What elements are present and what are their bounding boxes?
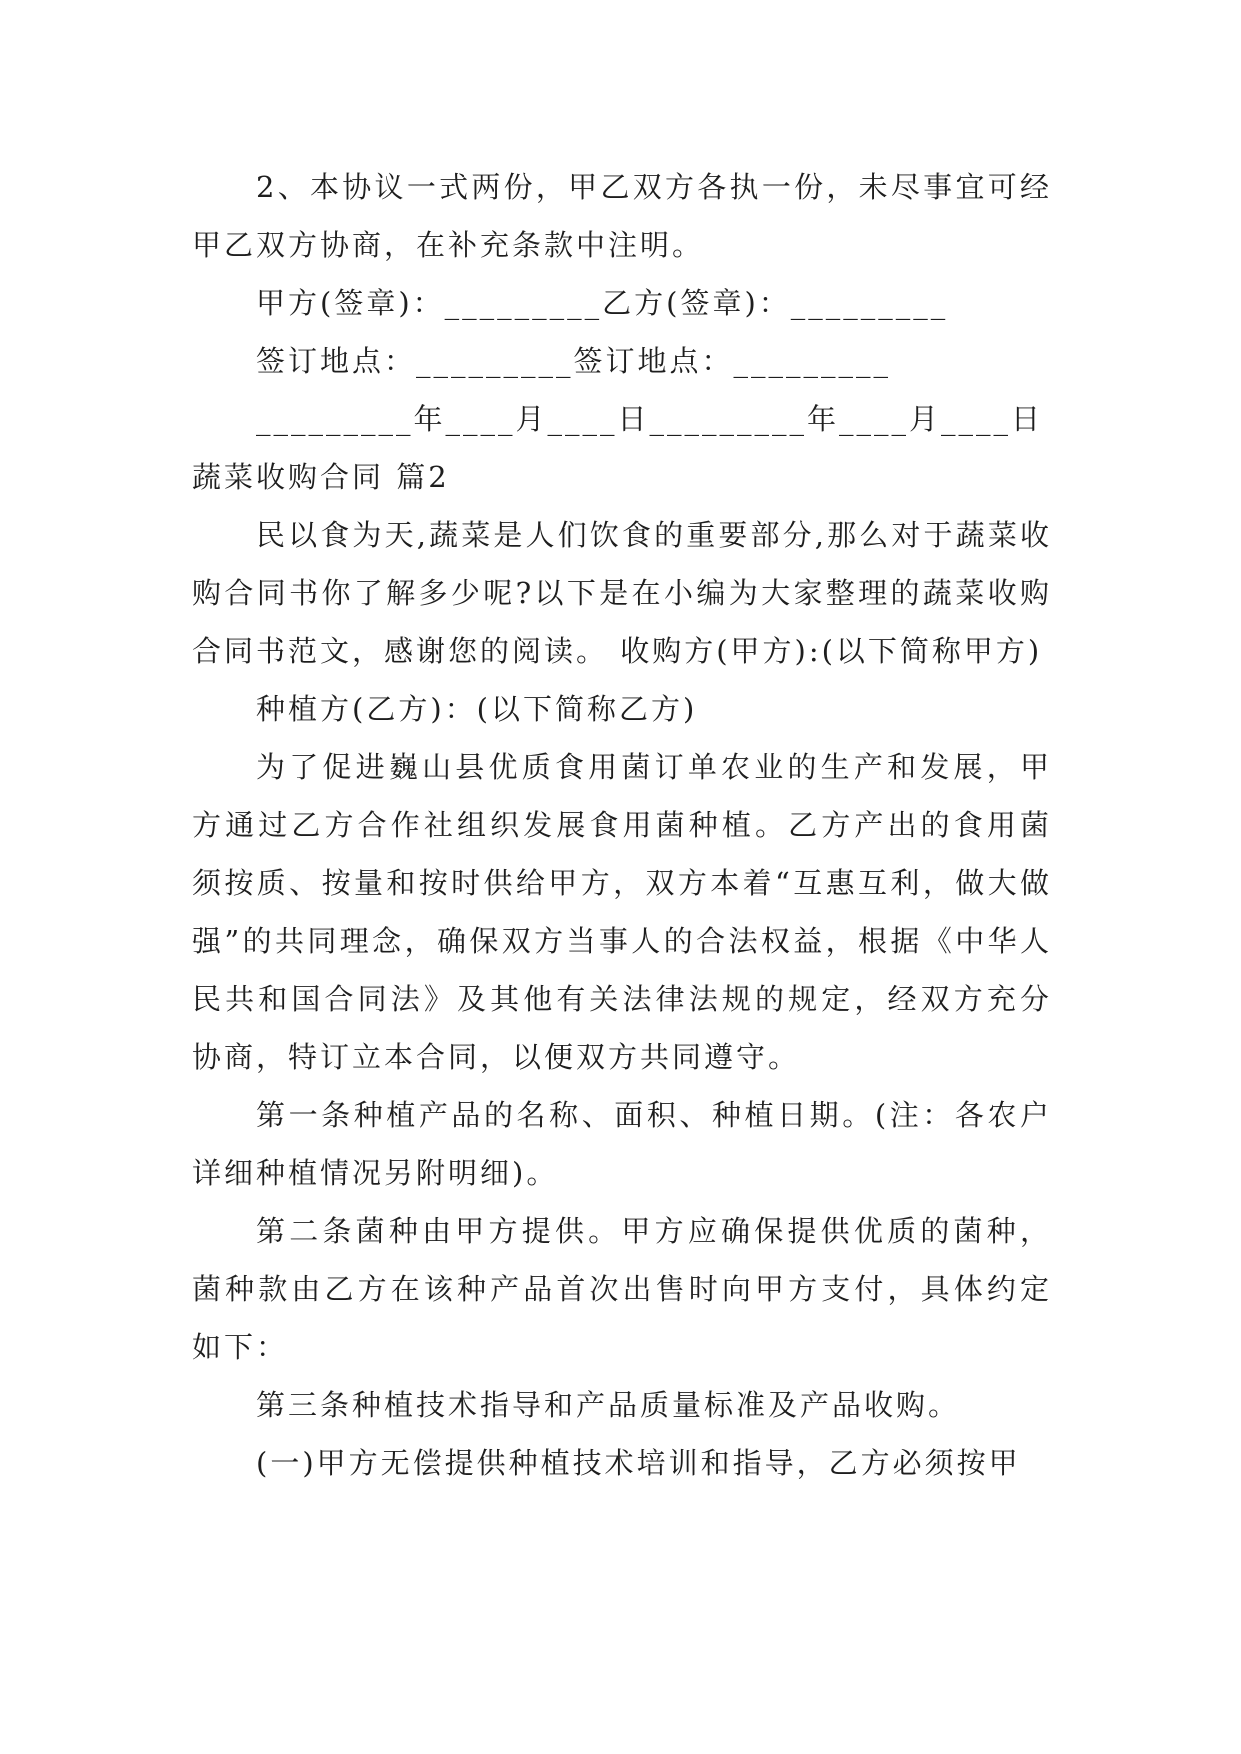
- article-3-item-1-paragraph: (一)甲方无偿提供种植技术培训和指导，乙方必须按甲: [256, 1446, 1021, 1480]
- signing-place-line: 签订地点：_________签订地点：_________: [256, 344, 892, 378]
- party-b-line: 种植方(乙方)：(以下简称乙方): [256, 692, 698, 726]
- section-title: 蔬菜收购合同 篇2: [192, 460, 450, 494]
- signature-line: 甲方(签章)：_________乙方(签章)：_________: [256, 286, 949, 320]
- article-3-paragraph: 第三条种植技术指导和产品质量标准及产品收购。: [256, 1388, 961, 1422]
- clause-paragraph: 2、本协议一式两份，甲乙双方各执一份，未尽事宜可经甲乙双方协商，在补充条款中注明。: [192, 170, 1052, 262]
- article-2-paragraph: 第二条菌种由甲方提供。甲方应确保提供优质的菌种，菌种款由乙方在该种产品首次出售时向甲方支付，具体约定如下：: [192, 1214, 1052, 1364]
- document-body: [192, 158, 1052, 1492]
- intro-paragraph: 民以食为天,蔬菜是人们饮食的重要部分,那么对于蔬菜收购合同书你了解多少呢?以下是在小编为大家整理的蔬菜收购合同书范文，感谢您的阅读。 收购方(甲方):(以下简称甲方): [192, 518, 1052, 668]
- article-1-paragraph: 第一条种植产品的名称、面积、种植日期。(注：各农户详细种植情况另附明细)。: [192, 1098, 1052, 1190]
- date-line: _________年____月____日_________年____月____日: [256, 402, 1044, 436]
- preamble-paragraph: 为了促进巍山县优质食用菌订单农业的生产和发展，甲方通过乙方合作社组织发展食用菌种植。乙方产出的食用菌须按质、按量和按时供给甲方，双方本着“互惠互利，做大做强”的共同理念，确保双方当事人的合法权益，根据《中华人民共和国合同法》及其他有关法律法规的规定，经双方充分协商，特订立本合同，以便双方共同遵守。: [192, 750, 1052, 1074]
